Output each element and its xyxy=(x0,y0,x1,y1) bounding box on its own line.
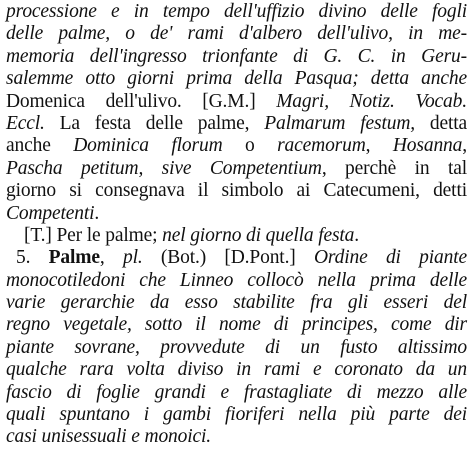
text-segment: Eccl. xyxy=(6,112,45,134)
text-segment: varie gerarchie da esso stabilite fra gli esseri del xyxy=(6,292,467,314)
text-segment: Palmarum festum, xyxy=(264,112,415,134)
text-segment: monocotiledoni che Linneo collocò nella prima delle xyxy=(6,269,467,291)
text-segment: o xyxy=(222,135,278,157)
text-segment: Competenti xyxy=(6,202,95,224)
text-line-13 xyxy=(6,270,467,292)
text-segment: qualche rara volta diviso in rami e coronato da un xyxy=(6,359,467,381)
text-segment: Domenica dell'ulivo. [G.M.] xyxy=(6,90,277,112)
text-segment: anche xyxy=(6,135,74,157)
text-segment: salemme otto giorni prima della Pasqua; detta anche xyxy=(6,68,467,90)
text-line-4 xyxy=(6,68,467,90)
text-segment: , perchè in tal xyxy=(321,157,467,179)
text-line-8 xyxy=(6,158,467,180)
text-line-11 xyxy=(6,225,467,247)
text-segment: Ordine di piante xyxy=(313,247,467,269)
text-line-16 xyxy=(6,337,467,359)
text-segment: pl. xyxy=(122,247,143,269)
text-line-15 xyxy=(6,314,467,336)
text-line-19 xyxy=(6,404,467,426)
text-line-20 xyxy=(6,426,467,448)
text-segment: Pascha petitum, sive Competentium xyxy=(6,157,322,179)
text-line-18 xyxy=(6,382,467,404)
text-segment: piante sovrane, provvedute di un fusto altissimo xyxy=(6,336,467,358)
text-segment: . xyxy=(354,224,360,246)
text-segment: racemorum xyxy=(277,135,366,157)
text-segment: delle palme, o de' rami d'albero dell'ulivo, in me- xyxy=(6,23,467,45)
text-segment: memoria dell'ingresso trionfante di G. C. in Geru- xyxy=(6,45,467,67)
text-line-2 xyxy=(6,23,467,45)
text-segment: Hosanna xyxy=(392,135,463,157)
text-line-9 xyxy=(6,180,467,202)
text-line-14 xyxy=(6,292,467,314)
text-segment: giorno si consegnava il simbolo ai Catecumeni, detti xyxy=(6,180,467,202)
text-segment: detta xyxy=(414,112,468,134)
text-segment: Magri, Notiz. Vocab. xyxy=(276,90,467,112)
text-segment: processione e in tempo dell'uffizio divino delle fogli xyxy=(6,1,467,22)
text-segment: Palme xyxy=(48,247,100,269)
text-segment: [T.] Per le palme; xyxy=(24,224,163,246)
text-segment: nel giorno di quella festa xyxy=(162,224,355,246)
text-line-7 xyxy=(6,135,467,157)
text-segment: La festa delle palme, xyxy=(44,112,265,134)
text-segment: (Bot.) [D.Pont.] xyxy=(142,247,314,269)
text-segment: regno vegetale, sotto il nome di principes, come dir xyxy=(6,314,467,336)
text-line-3 xyxy=(6,46,467,68)
text-line-17 xyxy=(6,359,467,381)
text-line-5 xyxy=(6,91,467,113)
text-segment: Dominica florum xyxy=(73,135,223,157)
text-segment: , xyxy=(99,247,123,269)
text-segment: . xyxy=(94,202,100,224)
text-segment: fascio di foglie grandi e frastagliate di mezzo alle xyxy=(6,381,467,403)
text-segment: quali spuntano i gambi fioriferi nella più parte dei xyxy=(6,404,467,426)
text-segment: , xyxy=(462,135,467,157)
text-segment: casi unisessuali e monoici. xyxy=(6,426,212,448)
text-segment: 5. xyxy=(16,247,49,269)
text-line-10 xyxy=(6,203,467,225)
text-segment: , xyxy=(365,135,393,157)
sense-5-heading xyxy=(6,247,467,269)
text-line-6 xyxy=(6,113,467,135)
text-line-1 xyxy=(6,1,467,23)
